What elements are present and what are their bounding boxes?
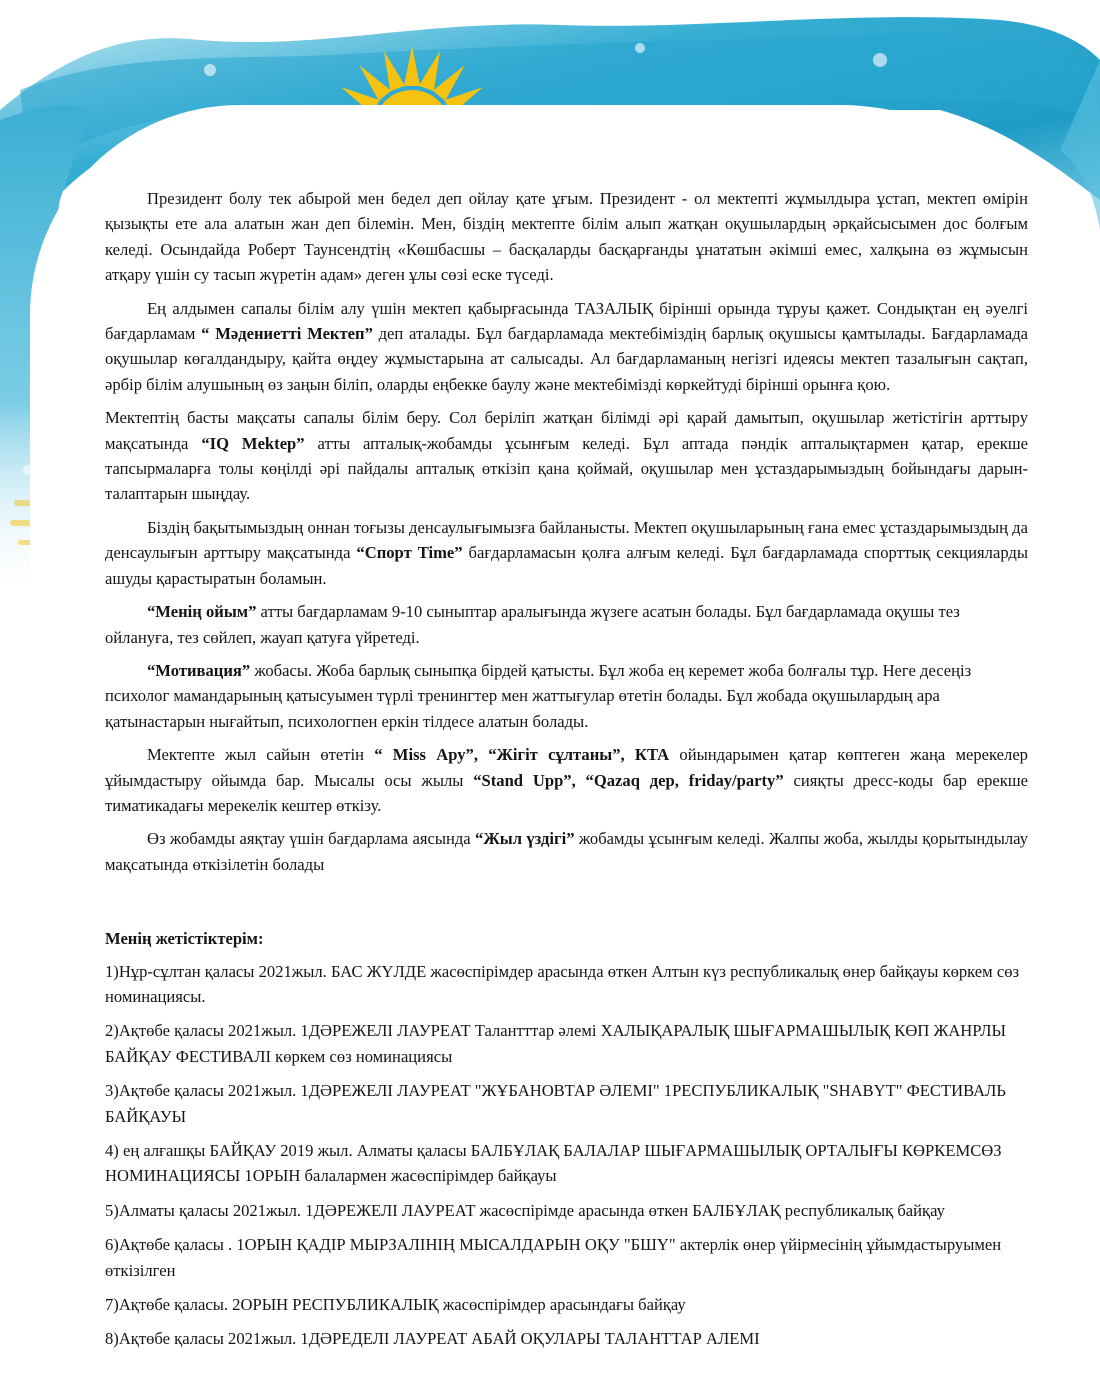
paragraph-text: жобасы. Жоба барлық сыныпқа бірдей қатысты. Бұл жоба ең керемет жоба болғалы тұр. Неге десеңіз психолог мамандарының қатысуымен түрлі тренингтер мен жаттығулар өтетін болады. Бұл жобада оқушылардың ара қатынастарын нығайтып, психологпен еркін тілдесе алатын болады. [105, 660, 972, 731]
paragraph-3 [105, 405, 1028, 507]
achievement-item: 6)Ақтөбе қаласы . 1ОРЫН ҚАДІР МЫРЗАЛІНІҢ МЫСАЛДАРЫН ОҚУ "БШҮ" актерлік өнер үйірмесінің ұйымдастыруымен өткізілген [105, 1235, 1002, 1280]
paragraph-text: Мектептің басты мақсаты сапалы білім беру. Сол беріліп жатқан білімді әрі қарай дамытып, оқушылар жетістігін арттыру мақсатында [105, 408, 1028, 453]
achievement-item: 2)Ақтөбе қаласы 2021жыл. 1ДӘРЕЖЕЛІ ЛАУРЕАТ Талантттар әлемі ХАЛЫҚАРАЛЫҚ ШЫҒАРМАШЫЛЫҚ КӨП ЖАНРЛЫ БАЙҚАУ ФЕСТИВАЛІ көркем сөз номинациясы [105, 1021, 1006, 1066]
achievement-item: 5)Алматы қаласы 2021жыл. 1ДӘРЕЖЕЛІ ЛАУРЕАТ жасөспірімде арасында өткен БАЛБҰЛАҚ республикалық байқау [105, 1200, 945, 1220]
achievement-item: 3)Ақтөбе қаласы 2021жыл. 1ДӘРЕЖЕЛІ ЛАУРЕАТ "ЖҰБАНОВТАР ӘЛЕМІ" 1РЕСПУБЛИКАЛЫҚ "SHABYT" ФЕСТИВАЛЬ БАЙҚАУЫ [105, 1081, 1006, 1126]
paragraph-8 [105, 826, 1028, 877]
document-body [105, 186, 1028, 1361]
paragraph-text: сияқты дресс-коды бар ерекше тиматикадағы мерекелік кештер өткізу. [105, 770, 1028, 815]
paragraph-text: деп аталады. Бұл бағдарламада мектебіміздің барлық оқушысы қамтылады. Бағдарламада оқушылар көгалдандыру, қайта өңдеу жұмыстарына ат салысады. Ал бағдарламаның негізгі идеясы мектеп тазалығын сақтап, әрбір білім алушының өз заңын біліп, оларды еңбекке баулу және мектебімізді көркейтуді бірінші орынға қою. [105, 324, 1028, 394]
paragraph-text: жобамды ұсынғым келеді. Жалпы жоба, жылды қорытындылау мақсатында өткізілетін болады [105, 829, 1028, 874]
bold-term: “Спорт Time” [356, 543, 463, 563]
paragraph-1 [105, 186, 1028, 288]
bold-term: “ Мәдениетті Мектеп” [201, 324, 373, 344]
paragraph-text: Президент болу тек абырой мен бедел деп ойлау қате ұғым. Президент - ол мектепті жұмылдыра ұстап, мектеп өмірін қызықты ете ала алатын жан деп білемін. Мен, біздің мектепте білім алып жатқан оқушылардың әрқайсысымен дос болғым келеді. Осындайда Роберт Таунсендтің «Көшбасшы – басқаларды басқарғанды ұнататын әкімші емес, халқына өз жұмысын атқару үшін су тасып жүретін адам» деген ұлы сөзі еске түседі. [105, 189, 1028, 285]
bold-term: “Менің ойым” [147, 602, 257, 622]
paragraph-text: атты апталық-жобамды ұсынғым келеді. Бұл аптада пәндік апталықтармен қатар, ерекше тапсырмаларға толы көңілді әрі пайдалы апталық өткізіп қана қоймай, оқушылар мен ұстаздарымыздың бойындағы дарын-талаптарын шыңдау. [105, 433, 1028, 504]
achievements-title: Менің жетістіктерім: [105, 929, 264, 949]
achievement-item: 8)Ақтөбе қаласы 2021жыл. 1ДӘРЕДЕЛІ ЛАУРЕАТ АБАЙ ОҚУЛАРЫ ТАЛАНТТАР АЛЕМІ [105, 1329, 760, 1349]
bold-term: “Жыл үздігі” [475, 829, 575, 849]
paragraph-text: Біздің бақытымыздың оннан тоғызы денсаулығымызға байланысты. Мектеп оқушыларының ғана емес ұстаздарымыздың да денсаулығын арттыру мақсатында [105, 517, 1028, 563]
paragraph-4 [105, 515, 1028, 591]
paragraph-5 [105, 599, 1028, 650]
paragraph-text: Өз жобамды аяқтау үшін бағдарлама аясында [147, 829, 476, 849]
achievement-item: 1)Нұр-сұлтан қаласы 2021жыл. БАС ЖҮЛДЕ жасөспірімдер арасында өткен Алтын күз республикалық өнер байқауы көркем сөз номинациясы. [105, 961, 1020, 1006]
bold-term: “Мотивация” [147, 660, 251, 680]
paragraph-text: бағдарламасын қолға алғым келеді. Бұл бағдарламада спорттық секцияларды ашуды қарастыратын боламын. [105, 543, 1028, 588]
paragraph-text: атты бағдарламам 9-10 сыныптар аралығында жүзеге асатын болады. Бұл бағдарламада оқушы тез ойлануға, тез сөйлеп, жауап қатуға үйретеді. [105, 602, 960, 647]
bold-term: “IQ Mektep” [201, 433, 305, 453]
achievement-item: 7)Ақтөбе қаласы. 2ОРЫН РЕСПУБЛИКАЛЫҚ жасөспірімдер арасындағы байқау [105, 1295, 686, 1315]
paragraph-6 [105, 658, 1028, 734]
paragraph-text: Мектепте жыл сайын өтетін [147, 745, 375, 765]
paragraph-text: ойындарымен қатар көптеген жаңа мерекелер ұйымдастыру ойымда бар. Мысалы осы жылы [105, 745, 1028, 790]
achievement-item: 4) ең алғашқы БАЙҚАУ 2019 жыл. Алматы қаласы БАЛБҰЛАҚ БАЛАЛАР ШЫҒАРМАШЫЛЫҚ ОРТАЛЫҒЫ КӨРКЕМСӨЗ НОМИНАЦИЯСЫ 1ОРЫН балалармен жасөспірімдер байқауы [105, 1141, 1002, 1186]
bold-term: “Stand Upp”, “Qazaq дер, friday/party” [473, 770, 784, 790]
paragraph-2 [105, 296, 1028, 398]
paragraph-7 [105, 742, 1028, 818]
bold-term: “ Miss Ару”, “Жігіт сұлтаны”, КТА [374, 745, 670, 765]
paragraph-text: Ең алдымен сапалы білім алу үшін мектеп қабырғасында ТАЗАЛЫҚ бірінші орында тұруы қажет. Сондықтан ең әуелгі бағдарламам [105, 298, 1028, 344]
